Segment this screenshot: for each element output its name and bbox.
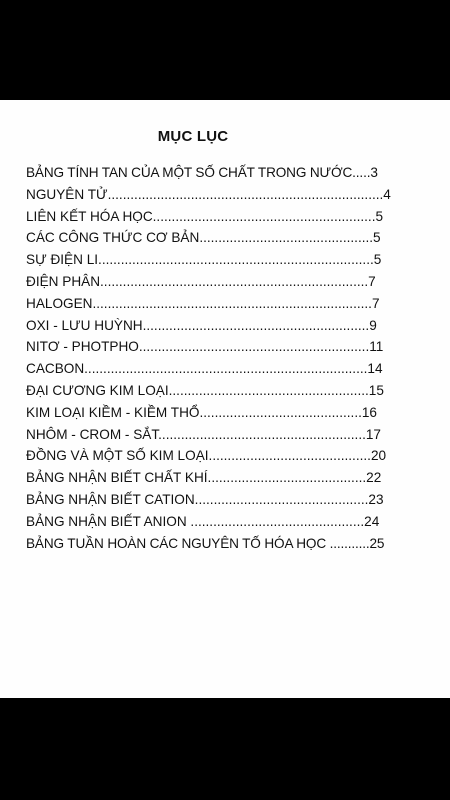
toc-entry-basic-formulas[interactable]: CÁC CÔNG THỨC CƠ BẢN..............................................5 (26, 230, 381, 246)
toc-entry-metals-overview[interactable]: ĐẠI CƯƠNG KIM LOẠI.....................................................15 (26, 382, 384, 398)
toc-entry-oxygen-sulfur[interactable]: OXI - LƯU HUỲNH............................................................9 (26, 317, 377, 333)
toc-entry-cation-identification[interactable]: BẢNG NHẬN BIẾT CATION..............................................23 (26, 491, 384, 507)
toc-entry-atom[interactable]: NGUYÊN TỬ.........................................................................4 (26, 186, 391, 202)
toc-entry-anion-identification[interactable]: BẢNG NHẬN BIẾT ANION ..............................................24 (26, 513, 380, 529)
toc-entry-copper-metals[interactable]: ĐỒNG VÀ MỘT SỐ KIM LOẠI...........................................20 (26, 448, 387, 464)
toc-entry-alkali-metals[interactable]: KIM LOẠI KIỀM - KIỀM THỔ...........................................16 (26, 404, 377, 420)
toc-entry-electrolysis[interactable]: ĐIỆN PHÂN.......................................................................7 (26, 273, 376, 289)
toc-entry-gas-identification[interactable]: BẢNG NHẬN BIẾT CHẤT KHÍ..........................................22 (26, 470, 382, 486)
toc-entry-aluminum-chromium-iron[interactable]: NHÔM - CROM - SẮT.......................................................17 (26, 426, 381, 442)
toc-title: MỤC LỤC (157, 128, 229, 145)
toc-entry-carbon[interactable]: CACBON...........................................................................14 (26, 361, 383, 377)
toc-entry-periodic-table[interactable]: BẢNG TUẦN HOÀN CÁC NGUYÊN TỐ HÓA HỌC ...........25 (26, 535, 385, 551)
toc-entry-nitrogen-phosphorus[interactable]: NITƠ - PHOTPHO.............................................................11 (26, 339, 384, 355)
toc-list (26, 162, 430, 554)
toc-entry-electrolysis-dissociation[interactable]: SỰ ĐIỆN LI.........................................................................5 (26, 252, 382, 268)
toc-entry-chemical-bond[interactable]: LIÊN KẾT HÓA HỌC...........................................................5 (26, 208, 384, 224)
toc-entry-halogen[interactable]: HALOGEN..........................................................................7 (26, 295, 380, 311)
document-page (0, 100, 450, 698)
toc-entry-solubility-table[interactable]: BẢNG TÍNH TAN CỦA MỘT SỐ CHẤT TRONG NƯỚC.....3 (26, 165, 378, 180)
